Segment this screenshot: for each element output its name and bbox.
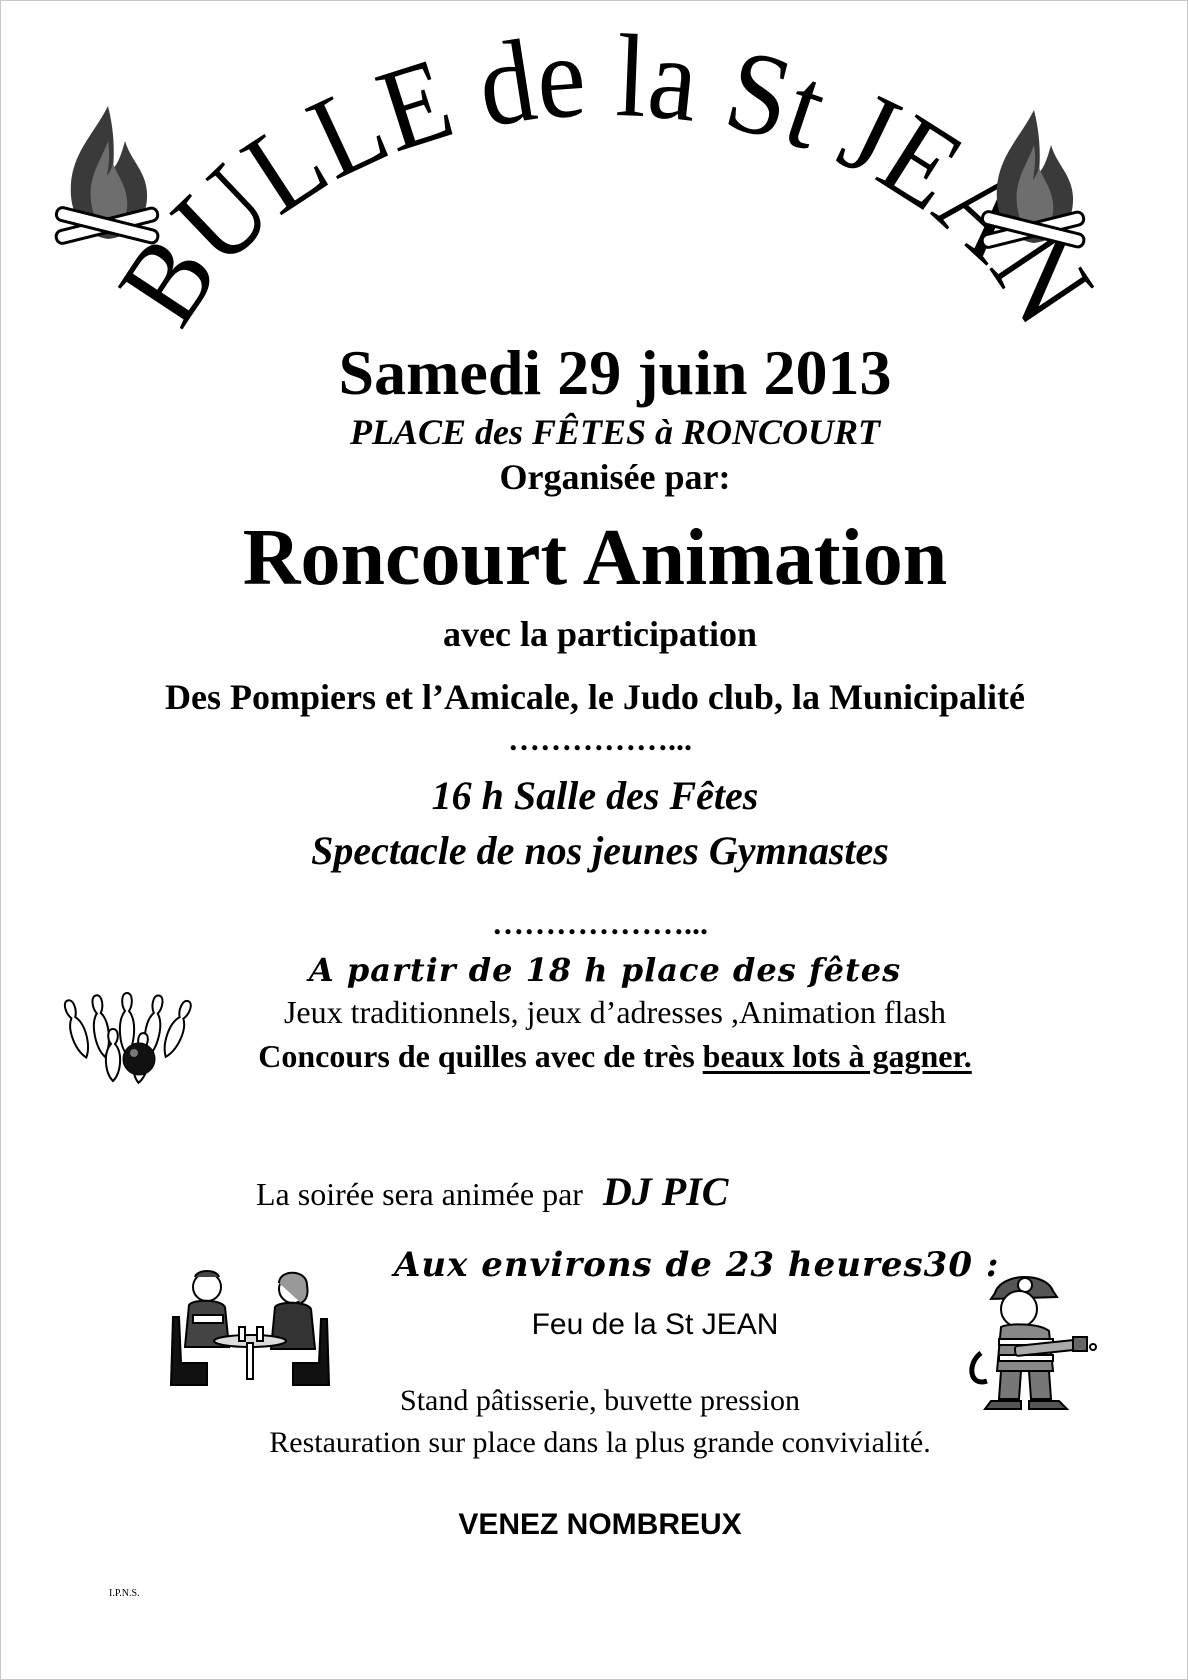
organiser-name: Roncourt Animation [242, 514, 948, 602]
flame-icon [979, 105, 1089, 265]
event-1-time: 16 h Salle des Fêtes [431, 773, 759, 818]
event-2-line-2 [1, 1038, 1188, 1075]
separator: ……………... [508, 721, 692, 757]
separator: ………………... [492, 905, 708, 941]
event-1-description: Spectacle de nos jeunes Gymnastes [311, 828, 889, 873]
footer-ipns: I.P.N.S. [109, 1588, 140, 1599]
participation-intro: avec la participation [443, 614, 757, 654]
flame-icon [53, 101, 163, 261]
dj-prefix: La soirée sera animée par [256, 1176, 583, 1212]
prizes-text: beaux lots à gagner. [702, 1038, 972, 1074]
event-2-line-1: Jeux traditionnels, jeux d’adresses ,Animation flash [283, 994, 947, 1030]
fire-heading: Aux environs de 23 heures30 : [394, 1245, 1000, 1285]
fire-label: Feu de la St JEAN [531, 1308, 779, 1341]
dj-name: DJ PIC [602, 1169, 729, 1214]
svg-text:BULLE de la St JEAN [92, 9, 1123, 352]
participants: Des Pompiers et l’Amicale, le Judo club, la Municipalité [165, 677, 1025, 717]
closing-call: VENEZ NOMBREUX [458, 1508, 742, 1541]
food-line-1: Stand pâtisserie, buvette pression [400, 1384, 800, 1417]
event-date: Samedi 29 juin 2013 [338, 337, 892, 408]
organised-by-label: Organisée par: [499, 457, 731, 497]
event-location: PLACE des FÊTES à RONCOURT [349, 412, 881, 452]
poster-title-text: BULLE de la St JEAN [92, 9, 1123, 352]
food-line-2: Restauration sur place dans la plus grande convivialité. [269, 1426, 931, 1459]
event-2-heading: A partir de 18 h place des fêtes [308, 951, 902, 989]
dj-line [256, 1168, 729, 1215]
contest-text: Concours de quilles avec de très [258, 1038, 703, 1074]
